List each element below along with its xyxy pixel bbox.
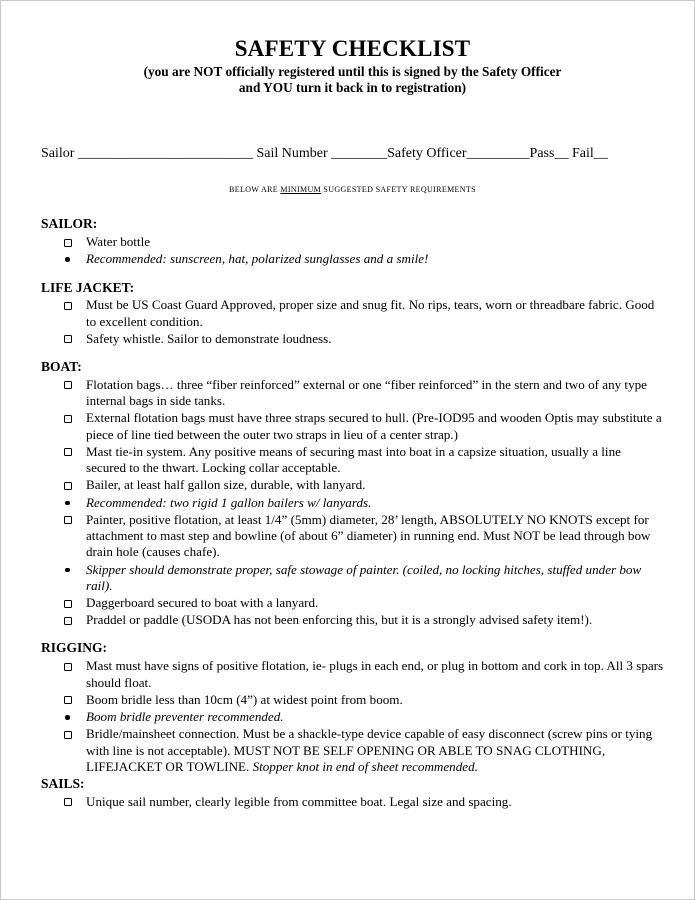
- notice-prefix: BELOW ARE: [229, 185, 281, 195]
- checkbox-bullet-icon: [64, 239, 72, 247]
- checklist-item: [41, 692, 664, 708]
- pass-label: Pass: [529, 145, 555, 161]
- dot-bullet-icon: [65, 715, 70, 720]
- sailor-label: Sailor: [41, 145, 78, 161]
- checklist-item: [41, 410, 664, 442]
- item-text: Recommended: two rigid 1 gallon bailers w/ lanyards.: [86, 494, 372, 510]
- checkbox-bullet-icon: [64, 798, 72, 806]
- section-sailor: [41, 216, 664, 267]
- dot-bullet-icon: [65, 501, 70, 506]
- item-text: Daggerboard secured to boat with a lanyard.: [86, 595, 319, 610]
- sections-container: [41, 216, 664, 810]
- item-text: Recommended: sunscreen, hat, polarized sunglasses and a smile!: [86, 251, 429, 267]
- checklist-item: [41, 251, 664, 267]
- dot-bullet-icon: [65, 568, 70, 573]
- item-text: Flotation bags… three “fiber reinforced” external or one “fiber reinforced” in the stern and two of any type internal bags in side tanks.: [86, 376, 647, 409]
- checklist-item: [41, 495, 664, 511]
- checkbox-bullet-icon: [64, 302, 72, 310]
- checklist-item: [41, 477, 664, 493]
- item-text: Painter, positive flotation, at least 1/4” (5mm) diameter, 28’ length, ABSOLUTELY NO KNOTS except for attachment to mast step and bowline (of about 6” diameter) in running end. Must NOT be lead through bow drain hole (causes chafe).: [86, 511, 651, 560]
- checkbox-bullet-icon: [64, 617, 72, 625]
- item-text: Boom bridle preventer recommended.: [86, 709, 284, 725]
- checklist-item: [41, 512, 664, 561]
- checklist-item: [41, 234, 664, 250]
- item-text: Praddel or paddle (USODA has not been enforcing this, but it is a strongly advised safety item!).: [86, 612, 593, 628]
- section-boat: [41, 359, 664, 628]
- fail-label: Fail: [568, 145, 594, 161]
- item-text: Boom bridle less than 10cm (4”) at widest point from boom.: [86, 691, 403, 707]
- item-text: Unique sail number, clearly legible from committee boat. Legal size and spacing.: [86, 793, 512, 809]
- sailor-blank: _________________________: [77, 145, 253, 161]
- checkbox-bullet-icon: [64, 516, 72, 524]
- checkbox-bullet-icon: [64, 335, 72, 343]
- safety-officer-blank: _________: [466, 145, 530, 161]
- page-title: SAFETY CHECKLIST: [234, 36, 471, 61]
- item-text: Must be US Coast Guard Approved, proper size and snug fit. No rips, tears, worn or threadbare fabric. Good to excellent condition.: [86, 297, 655, 329]
- sail-number-blank: ________: [331, 145, 388, 161]
- checkbox-bullet-icon: [64, 381, 72, 389]
- item-text: Safety whistle. Sailor to demonstrate loudness.: [86, 330, 332, 346]
- item-text: Bridle/mainsheet connection. Must be a shackle-type device capable of easy disconnect (screw pins or tying with line is not acceptable). MUST NOT BE SELF OPENING OR ABLE TO SNAG CLOTHING, LIFEJACKET OR TOWLINE. Stopper knot in end of sheet recommended.: [86, 726, 653, 774]
- section-heading: BOAT:: [41, 359, 82, 375]
- pass-blank: __: [554, 145, 569, 161]
- checklist-item: [41, 794, 664, 810]
- section-heading: RIGGING:: [41, 640, 108, 656]
- minimum-requirements-notice: [41, 185, 664, 194]
- checklist-item: [41, 658, 664, 690]
- subtitle-line-2: and YOU turn it back in to registration): [238, 80, 467, 96]
- item-text: Mast tie-in system. Any positive means of securing mast into boat in a capsize situation, usually a line secured to the thwart. Locking collar acceptable.: [86, 443, 621, 476]
- section-rigging: [41, 640, 664, 775]
- item-text: Bailer, at least half gallon size, durable, with lanyard.: [86, 477, 366, 493]
- item-text: Water bottle: [86, 234, 151, 250]
- page-subtitle: [41, 64, 664, 97]
- checkbox-bullet-icon: [64, 415, 72, 423]
- checklist-item: [41, 297, 664, 329]
- dot-bullet-icon: [65, 257, 70, 262]
- checklist-item: [41, 377, 664, 409]
- checkbox-bullet-icon: [64, 600, 72, 608]
- checkbox-bullet-icon: [64, 696, 72, 704]
- sail-number-label: Sail Number: [252, 145, 332, 161]
- checklist-item: [41, 709, 664, 725]
- checklist-item: [41, 595, 664, 611]
- checklist-item: [41, 444, 664, 476]
- section-sails: [41, 776, 664, 810]
- section-life-jacket: [41, 280, 664, 348]
- section-heading: SAILS:: [41, 775, 85, 791]
- section-heading: LIFE JACKET:: [41, 279, 135, 295]
- notice-suffix: SUGGESTED SAFETY REQUIREMENTS: [321, 185, 476, 195]
- checklist-item: [41, 331, 664, 347]
- checklist-item: [41, 726, 664, 775]
- checkbox-bullet-icon: [64, 663, 72, 671]
- checklist-item: [41, 612, 664, 628]
- item-text: Skipper should demonstrate proper, safe stowage of painter. (coiled, no locking hitches, stuffed under bow rail).: [86, 561, 642, 593]
- item-text: External flotation bags must have three straps secured to hull. (Pre-IOD95 and wooden Optis may substitute a piece of line tied between the outer two straps in lieu of a center strap.): [86, 410, 662, 442]
- checklist-item: [41, 562, 664, 594]
- fail-blank: __: [593, 145, 608, 161]
- section-heading: SAILOR:: [41, 216, 98, 232]
- checkbox-bullet-icon: [64, 731, 72, 739]
- subtitle-line-1: (you are NOT officially registered until this is signed by the Safety Officer: [143, 63, 562, 79]
- checkbox-bullet-icon: [64, 448, 72, 456]
- safety-officer-label: Safety Officer: [387, 145, 467, 161]
- item-text: Mast must have signs of positive flotation, ie- plugs in each end, or plug in bottom and cork in top. All 3 spars should float.: [86, 658, 664, 690]
- notice-underlined-word: MINIMUM: [280, 185, 322, 195]
- checkbox-bullet-icon: [64, 482, 72, 490]
- registration-form-line: [41, 145, 664, 163]
